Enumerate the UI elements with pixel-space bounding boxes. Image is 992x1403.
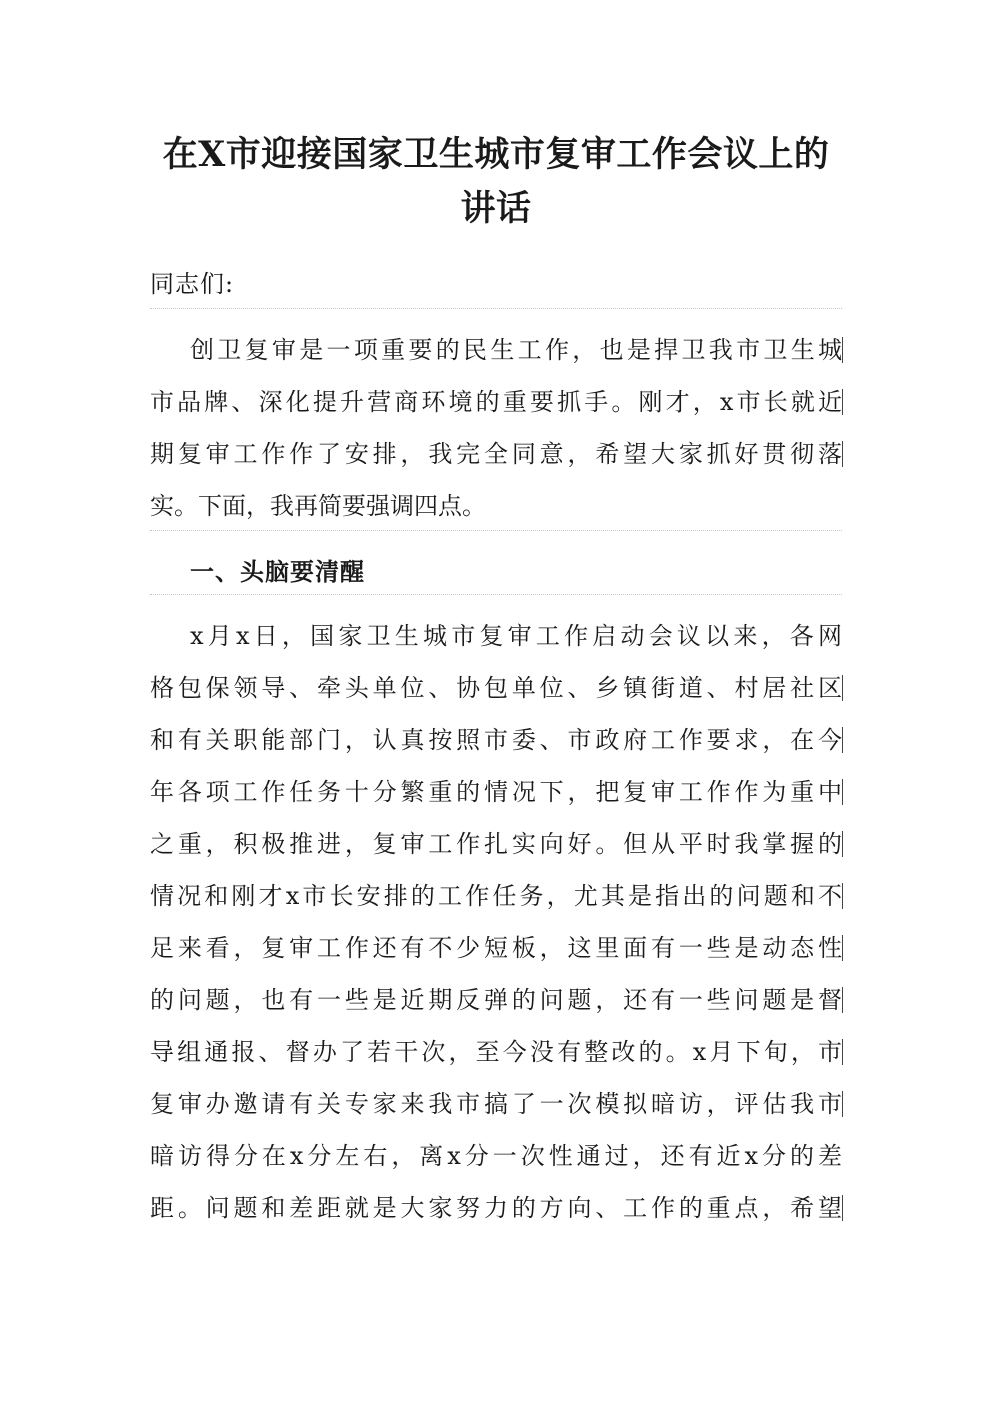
intro-line: 创卫复审是一项重要的民生工作，也是捍卫我市卫生城 — [190, 336, 842, 364]
line-end-marker — [842, 987, 843, 1013]
line-end-marker — [842, 1195, 843, 1221]
section-heading: 一、头脑要清醒 — [190, 558, 365, 586]
body-line: 暗访得分在x分左右，离x分一次性通过，还有近x分的差 — [150, 1142, 842, 1170]
line-end-marker — [842, 883, 843, 909]
body-line: 复审办邀请有关专家来我市搞了一次模拟暗访，评估我市 — [150, 1090, 842, 1118]
body-line: 导组通报、督办了若干次，至今没有整改的。x月下旬，市 — [150, 1038, 842, 1066]
body-line: 和有关职能部门，认真按照市委、市政府工作要求，在今 — [150, 726, 842, 754]
line-end-marker — [842, 779, 843, 805]
body-line: 格包保领导、牵头单位、协包单位、乡镇街道、村居社区 — [150, 674, 842, 702]
intro-line: 实。下面，我再简要强调四点。 — [150, 492, 486, 520]
body-line: 情况和刚才x市长安排的工作任务，尤其是指出的问题和不 — [150, 882, 842, 910]
body-line: 距。问题和差距就是大家努力的方向、工作的重点，希望 — [150, 1194, 842, 1222]
salutation: 同志们: — [150, 270, 235, 298]
body-line: 足来看，复审工作还有不少短板，这里面有一些是动态性 — [150, 934, 842, 962]
line-end-marker — [842, 935, 843, 961]
line-end-marker — [842, 1039, 843, 1065]
body-line: x月x日，国家卫生城市复审工作启动会议以来，各网 — [190, 622, 842, 650]
line-end-marker — [842, 1091, 843, 1117]
line-end-marker — [842, 337, 843, 363]
line-end-marker — [842, 727, 843, 753]
line-end-marker — [842, 441, 843, 467]
body-line: 之重，积极推进，复审工作扎实向好。但从平时我掌握的 — [150, 830, 842, 858]
paragraph-divider — [150, 530, 842, 531]
paragraph-divider — [150, 594, 842, 595]
line-end-marker — [842, 675, 843, 701]
line-end-marker — [842, 389, 843, 415]
line-end-marker — [842, 831, 843, 857]
body-line: 的问题，也有一些是近期反弹的问题，还有一些问题是督 — [150, 986, 842, 1014]
body-line: 年各项工作任务十分繁重的情况下，把复审工作作为重中 — [150, 778, 842, 806]
document-title: 在X市迎接国家卫生城市复审工作会议上的讲话 — [162, 134, 830, 229]
intro-line: 市品牌、深化提升营商环境的重要抓手。刚才，x市长就近 — [150, 388, 842, 416]
paragraph-divider — [150, 308, 842, 309]
intro-line: 期复审工作作了安排，我完全同意，希望大家抓好贯彻落 — [150, 440, 842, 468]
